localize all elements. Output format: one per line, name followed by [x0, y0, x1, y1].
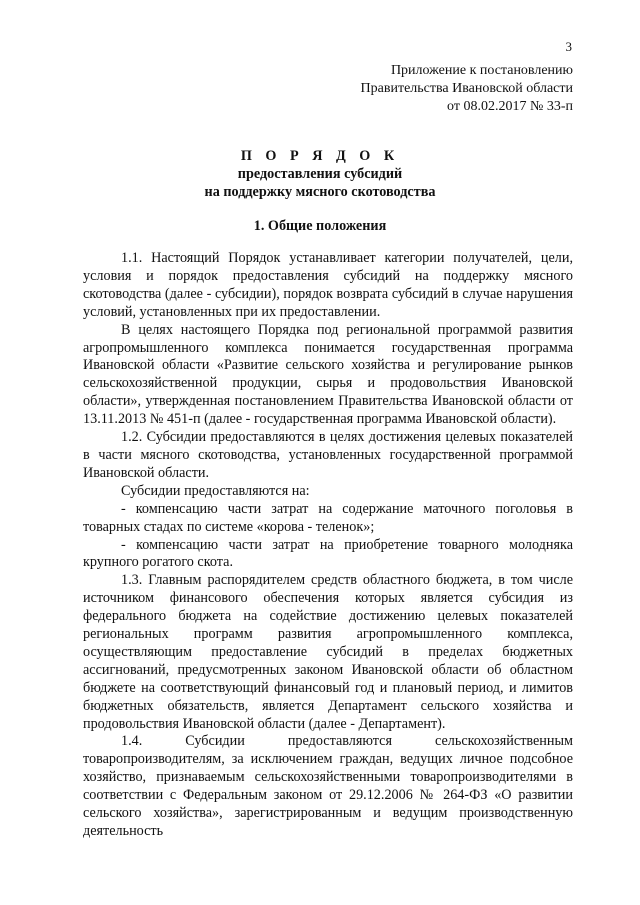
document-title	[0, 147, 640, 201]
paragraph: Субсидии предоставляются на:	[121, 482, 310, 499]
paragraph: - компенсацию части затрат на содержание маточного поголовья в товарных стадах по системе «корова - теленок»;	[83, 500, 573, 535]
title-word: П О Р Я Д О К	[240, 148, 400, 164]
paragraph: 1.1. Настоящий Порядок устанавливает категории получателей, цели, условия и порядок предоставления субсидий на поддержку мясного скотоводства (далее - субсидии), порядок возврата субсидий в случае нарушения условий, установленных при их предоставлении.	[83, 250, 573, 320]
title-line-2: предоставления субсидий	[237, 166, 403, 182]
paragraph: 1.3. Главным распорядителем средств областного бюджета, в том числе источником финансового обеспечения которых является субсидия из федерального бюджета на содействие достижению целевых показателей региональных программ развития агропромышленного комплекса, осуществляющим предоставление субсидий в пределах бюджетных ассигнований, предусмотренных законом Ивановской области об областном бюджете на соответствующий финансовый год и плановый период, и лимитов бюджетных обязательств, является Департамент сельского хозяйства и продовольствия Ивановской области (далее - Департамент).	[83, 572, 573, 732]
appendix-line-1: Приложение к постановлению	[390, 63, 573, 78]
paragraph: В целях настоящего Порядка под региональной программой развития агропромышленного комплекса понимается государственная программа Ивановской области «Развитие сельского хозяйства и регулирование рынков сельскохозяйственной продукции, сырья и продовольствия Ивановской области», утвержденная постановлением Правительства Ивановской области от 13.11.2013 № 451-п (далее - государственная программа Ивановской области).	[83, 321, 573, 428]
appendix-line-3: от 08.02.2017 № 33-п	[447, 99, 573, 114]
section-heading: 1. Общие положения	[253, 218, 387, 234]
paragraph: 1.4. Субсидии предоставляются сельскохозяйственным товаропроизводителям, за исключением граждан, ведущих личное подсобное хозяйство, признаваемым сельскохозяйственными товаропроизводителями в соответствии с Федеральным законом от 29.12.2006 № 264-ФЗ «О развитии сельского хозяйства», зарегистрированным и ведущим производственную деятельность	[83, 733, 573, 839]
appendix-line-2: Правительства Ивановской области	[360, 81, 573, 96]
appendix-header	[361, 62, 573, 116]
paragraph: - компенсацию части затрат на приобретение товарного молодняка крупного рогатого скота.	[83, 536, 573, 571]
document-body	[83, 250, 573, 841]
paragraph: 1.2. Субсидии предоставляются в целях достижения целевых показателей в части мясного скотоводства, установленных государственной программой Ивановской области.	[83, 429, 573, 481]
page-number: 3	[565, 39, 572, 54]
title-line-3: на поддержку мясного скотоводства	[204, 184, 436, 200]
